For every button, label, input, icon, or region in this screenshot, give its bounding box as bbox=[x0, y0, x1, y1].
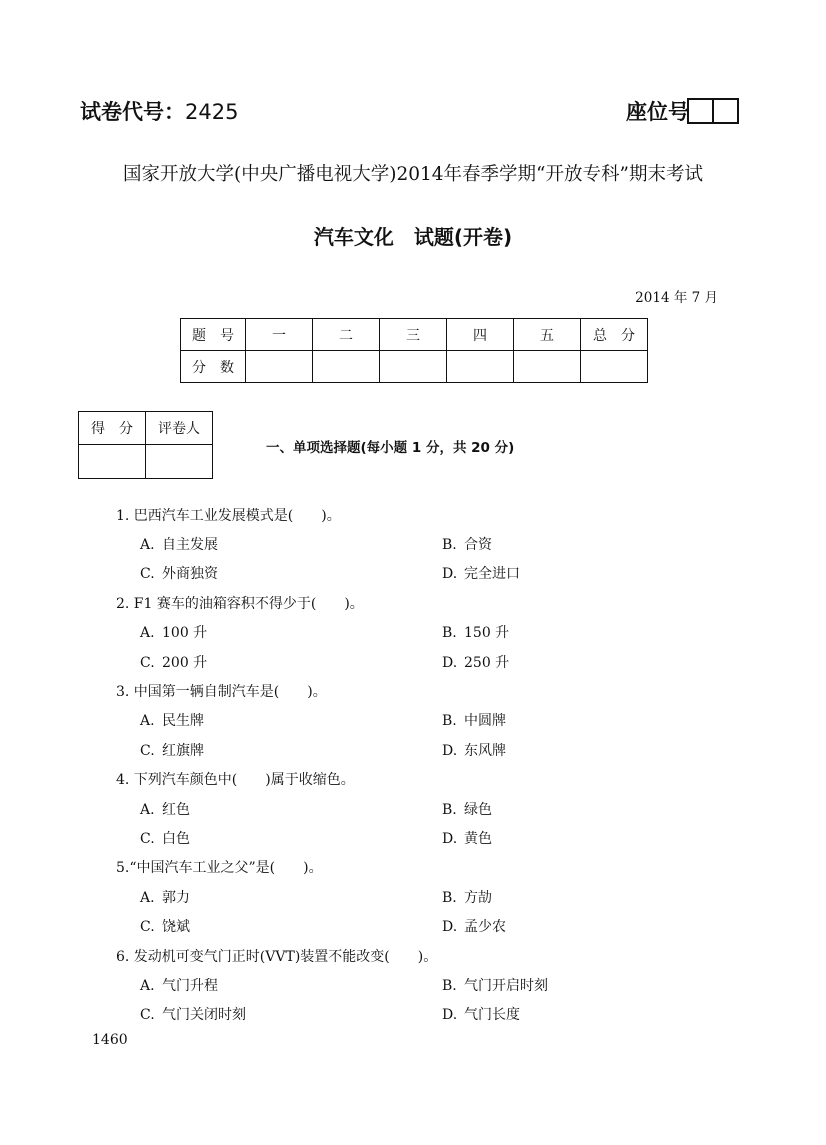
option-text: 孟少农 bbox=[464, 919, 506, 935]
option-5b[interactable] bbox=[442, 887, 492, 907]
option-text: 饶斌 bbox=[162, 919, 190, 935]
option-2a[interactable] bbox=[140, 622, 207, 642]
option-letter: A. bbox=[140, 625, 155, 641]
score-cell-5[interactable] bbox=[514, 351, 581, 383]
option-1a[interactable] bbox=[140, 534, 218, 554]
option-letter: D. bbox=[442, 566, 458, 582]
option-text: 气门关闭时刻 bbox=[162, 1007, 246, 1023]
option-letter: C. bbox=[140, 1007, 155, 1023]
option-letter: A. bbox=[140, 802, 155, 818]
option-3c[interactable] bbox=[140, 740, 204, 760]
option-text: 方劼 bbox=[464, 890, 492, 906]
paper-code-number: 2425 bbox=[185, 100, 239, 124]
grader-score-label: 得 分 bbox=[79, 412, 146, 445]
option-text: 合资 bbox=[464, 537, 492, 553]
option-6c[interactable] bbox=[140, 1004, 246, 1024]
score-cell-3[interactable] bbox=[380, 351, 447, 383]
option-text: 气门长度 bbox=[464, 1007, 520, 1023]
option-letter: A. bbox=[140, 890, 155, 906]
option-text: 白色 bbox=[162, 831, 190, 847]
option-letter: D. bbox=[442, 919, 458, 935]
option-letter: D. bbox=[442, 743, 458, 759]
page-number: 1460 bbox=[92, 1032, 128, 1048]
option-letter: B. bbox=[442, 802, 457, 818]
grader-table bbox=[78, 411, 213, 479]
option-text: 黄色 bbox=[464, 831, 492, 847]
seat-box-2[interactable] bbox=[712, 98, 739, 124]
question-3: 3. 中国第一辆自制汽车是( )。 bbox=[116, 684, 327, 700]
option-text: 绿色 bbox=[464, 802, 492, 818]
option-5c[interactable] bbox=[140, 916, 190, 936]
section-heading: 一、单项选择题(每小题 1 分，共 20 分) bbox=[266, 440, 515, 456]
option-text: 150 升 bbox=[464, 625, 510, 641]
option-letter: B. bbox=[442, 713, 457, 729]
option-text: 250 升 bbox=[464, 655, 510, 671]
option-3b[interactable] bbox=[442, 710, 506, 730]
option-letter: B. bbox=[442, 890, 457, 906]
option-letter: D. bbox=[442, 655, 458, 671]
option-text: 自主发展 bbox=[162, 537, 218, 553]
seat-box-1[interactable] bbox=[687, 98, 714, 124]
question-5: 5.“中国汽车工业之父”是( )。 bbox=[116, 860, 323, 876]
option-5d[interactable] bbox=[442, 916, 506, 936]
option-text: 200 升 bbox=[162, 655, 208, 671]
grader-name-label: 评卷人 bbox=[146, 412, 213, 445]
column-1: 一 bbox=[246, 319, 313, 351]
score-cell-2[interactable] bbox=[313, 351, 380, 383]
option-letter: A. bbox=[140, 978, 155, 994]
grader-name-cell[interactable] bbox=[146, 445, 213, 479]
total-label: 总 分 bbox=[581, 319, 648, 351]
option-2c[interactable] bbox=[140, 652, 207, 672]
option-letter: B. bbox=[442, 537, 457, 553]
option-4a[interactable] bbox=[140, 799, 190, 819]
column-4: 四 bbox=[447, 319, 514, 351]
option-letter: C. bbox=[140, 919, 155, 935]
score-table-score-row bbox=[181, 351, 648, 383]
question-1: 1. 巴西汽车工业发展模式是( )。 bbox=[116, 508, 341, 524]
score-cell-1[interactable] bbox=[246, 351, 313, 383]
option-4c[interactable] bbox=[140, 828, 190, 848]
exam-date: 2014 年 7 月 bbox=[635, 290, 718, 306]
score-table bbox=[180, 318, 648, 383]
option-text: 民生牌 bbox=[162, 713, 204, 729]
seat-number bbox=[626, 96, 739, 126]
question-4: 4. 下列汽车颜色中( )属于收缩色。 bbox=[116, 772, 355, 788]
option-text: 东风牌 bbox=[464, 743, 506, 759]
column-5: 五 bbox=[514, 319, 581, 351]
seat-label: 座位号 bbox=[626, 100, 689, 124]
option-1c[interactable] bbox=[140, 563, 218, 583]
option-6d[interactable] bbox=[442, 1004, 520, 1024]
option-letter: C. bbox=[140, 743, 155, 759]
paper-code-label: 试卷代号： bbox=[80, 100, 185, 124]
option-letter: B. bbox=[442, 625, 457, 641]
score-table-header-row bbox=[181, 319, 648, 351]
option-text: 红旗牌 bbox=[162, 743, 204, 759]
option-text: 郭力 bbox=[162, 890, 190, 906]
score-cell-total[interactable] bbox=[581, 351, 648, 383]
option-5a[interactable] bbox=[140, 887, 190, 907]
question-2: 2. F1 赛车的油箱容积不得少于( )。 bbox=[116, 596, 364, 612]
option-letter: C. bbox=[140, 655, 155, 671]
option-letter: D. bbox=[442, 1007, 458, 1023]
option-6b[interactable] bbox=[442, 975, 548, 995]
option-text: 红色 bbox=[162, 802, 190, 818]
exam-header: 国家开放大学(中央广播电视大学)2014年春季学期“开放专科”期末考试 bbox=[123, 164, 703, 185]
option-text: 气门开启时刻 bbox=[464, 978, 548, 994]
score-cell-4[interactable] bbox=[447, 351, 514, 383]
option-6a[interactable] bbox=[140, 975, 218, 995]
option-3a[interactable] bbox=[140, 710, 204, 730]
column-2: 二 bbox=[313, 319, 380, 351]
paper-code bbox=[80, 96, 238, 126]
option-letter: D. bbox=[442, 831, 458, 847]
option-2d[interactable] bbox=[442, 652, 509, 672]
column-3: 三 bbox=[380, 319, 447, 351]
option-letter: C. bbox=[140, 831, 155, 847]
question-number-label: 题 号 bbox=[181, 319, 246, 351]
option-text: 气门升程 bbox=[162, 978, 218, 994]
option-letter: A. bbox=[140, 713, 155, 729]
option-4b[interactable] bbox=[442, 799, 492, 819]
option-text: 外商独资 bbox=[162, 566, 218, 582]
score-label: 分 数 bbox=[181, 351, 246, 383]
question-6: 6. 发动机可变气门正时(VVT)装置不能改变( )。 bbox=[116, 949, 438, 965]
option-4d[interactable] bbox=[442, 828, 492, 848]
option-text: 中圆牌 bbox=[464, 713, 506, 729]
option-1d[interactable] bbox=[442, 563, 520, 583]
option-letter: B. bbox=[442, 978, 457, 994]
option-text: 100 升 bbox=[162, 625, 208, 641]
option-letter: C. bbox=[140, 566, 155, 582]
grader-score-cell[interactable] bbox=[79, 445, 146, 479]
option-3d[interactable] bbox=[442, 740, 506, 760]
option-1b[interactable] bbox=[442, 534, 492, 554]
option-letter: A. bbox=[140, 537, 155, 553]
option-2b[interactable] bbox=[442, 622, 509, 642]
option-text: 完全进口 bbox=[464, 566, 520, 582]
exam-title: 汽车文化 试题(开卷) bbox=[313, 225, 513, 249]
